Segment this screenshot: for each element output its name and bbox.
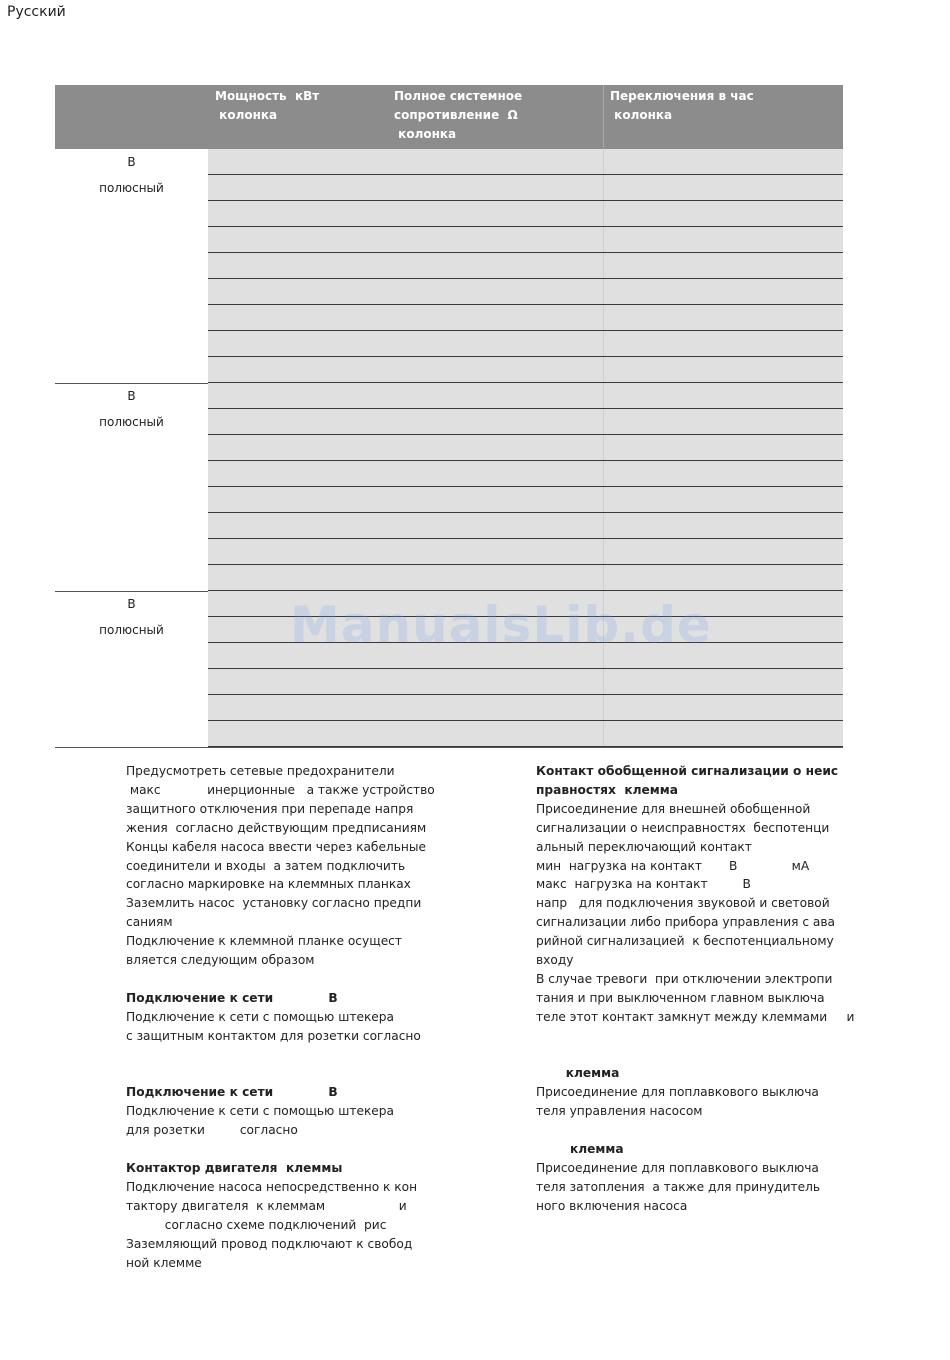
table-row <box>208 565 843 591</box>
table-row <box>208 409 843 435</box>
table-row <box>208 383 843 409</box>
table-bottom-rule <box>55 747 843 748</box>
text-line: альный переключающий контакт <box>536 839 752 854</box>
header-switches: Переключения в час колонка <box>610 89 754 122</box>
text-line <box>126 1046 435 1065</box>
section-heading: правностях клемма <box>536 782 678 797</box>
table-row <box>208 669 843 695</box>
text-line: тактору двигателя к клеммам и <box>126 1198 407 1213</box>
table-row <box>208 227 843 253</box>
table-row <box>208 461 843 487</box>
table-group <box>55 383 843 591</box>
table-row <box>208 435 843 461</box>
right-text-column <box>536 762 854 1216</box>
table-group <box>55 149 843 383</box>
text-line: мин нагрузка на контакт В мА <box>536 858 810 873</box>
text-line <box>126 1140 435 1159</box>
text-line <box>126 970 435 989</box>
text-line: согласно маркировке на клеммных планках <box>126 877 411 892</box>
text-line: Подключение к клеммной планке осущест <box>126 934 402 949</box>
section-heading: клемма <box>536 1142 624 1157</box>
table-row <box>208 253 843 279</box>
table-row <box>208 175 843 201</box>
text-line: жения согласно действующим предписаниям <box>126 820 427 835</box>
table-row <box>208 513 843 539</box>
group-label <box>55 149 208 201</box>
text-line: теля затопления а также для принудитель <box>536 1179 821 1194</box>
header-impedance: Полное системное сопротивление Ω колонка <box>394 89 523 141</box>
text-line: тания и при выключенном главном выключа <box>536 990 825 1005</box>
text-line <box>536 1046 854 1065</box>
table-row <box>208 279 843 305</box>
text-line: макс нагрузка на контакт В <box>536 877 751 892</box>
text-line: ного включения насоса <box>536 1198 688 1213</box>
section-heading: Подключение к сети В <box>126 990 338 1005</box>
text-line: Концы кабеля насоса ввести через кабельные <box>126 839 426 854</box>
group-poles: полюсный <box>99 623 164 637</box>
header-power: Мощность кВт колонка <box>215 89 320 122</box>
text-line: теле этот контакт замкнут между клеммами и <box>536 1009 855 1024</box>
text-line: Присоединение для поплавкового выключа <box>536 1160 819 1175</box>
table-row <box>208 539 843 565</box>
text-line: Подключение к сети с помощью штекера <box>126 1009 395 1024</box>
text-line: Присоединение для поплавкового выключа <box>536 1085 819 1100</box>
group-label <box>55 383 208 435</box>
watermark: ManualsLib.de <box>290 596 712 654</box>
text-line: Заземляющий провод подключают к свобод <box>126 1236 413 1251</box>
group-voltage: В <box>127 155 136 169</box>
text-line: макс инерционные а также устройство <box>126 782 435 797</box>
group-voltage: В <box>127 597 136 611</box>
text-line: рийной сигнализацией к беспотенциальному <box>536 934 834 949</box>
table-row <box>208 487 843 513</box>
text-line: В случае тревоги при отключении электропи <box>536 971 833 986</box>
text-line: сигнализации либо прибора управления с ава <box>536 915 836 930</box>
group-poles: полюсный <box>99 415 164 429</box>
text-line: с защитным контактом для розетки согласно <box>126 1028 421 1043</box>
section-heading: Контакт обобщенной сигнализации о неис <box>536 764 839 778</box>
text-line: Присоединение для внешней обобщенной <box>536 801 811 816</box>
text-line: согласно схеме подключений рис <box>126 1217 387 1232</box>
text-line <box>126 1064 435 1083</box>
table-row <box>208 695 843 721</box>
text-line: теля управления насосом <box>536 1104 703 1119</box>
text-line: ной клемме <box>126 1255 202 1270</box>
table-row <box>208 331 843 357</box>
table-row <box>208 149 843 175</box>
table-row <box>208 201 843 227</box>
text-line: вляется следующим образом <box>126 953 315 968</box>
table-header <box>55 85 843 149</box>
table-body <box>55 149 843 747</box>
left-text-column <box>126 762 435 1272</box>
table-row <box>208 721 843 747</box>
text-line: напр для подключения звуковой и световой <box>536 896 830 911</box>
text-line: для розетки согласно <box>126 1123 298 1138</box>
group-poles: полюсный <box>99 181 164 195</box>
table-row <box>208 357 843 383</box>
text-line: Подключение к сети с помощью штекера <box>126 1104 395 1119</box>
section-heading: Контактор двигателя клеммы <box>126 1160 343 1175</box>
text-line: сигнализации о неисправностях беспотенци <box>536 820 830 835</box>
text-line: входу <box>536 953 574 968</box>
text-line: саниям <box>126 915 173 930</box>
group-voltage: В <box>127 389 136 403</box>
text-line: соединители и входы а затем подключить <box>126 858 406 873</box>
section-heading: Подключение к сети В <box>126 1085 338 1100</box>
text-line <box>536 1027 854 1046</box>
text-line: защитного отключения при перепаде напря <box>126 801 414 816</box>
language-label: Русский <box>7 4 66 20</box>
text-line <box>536 1121 854 1140</box>
section-heading: клемма <box>536 1066 620 1081</box>
text-line: Подключение насоса непосредственно к кон <box>126 1179 418 1194</box>
group-label <box>55 591 208 643</box>
text-line: Предусмотреть сетевые предохранители <box>126 764 395 778</box>
table-row <box>208 305 843 331</box>
text-line: Заземлить насос установку согласно предпи <box>126 896 422 911</box>
